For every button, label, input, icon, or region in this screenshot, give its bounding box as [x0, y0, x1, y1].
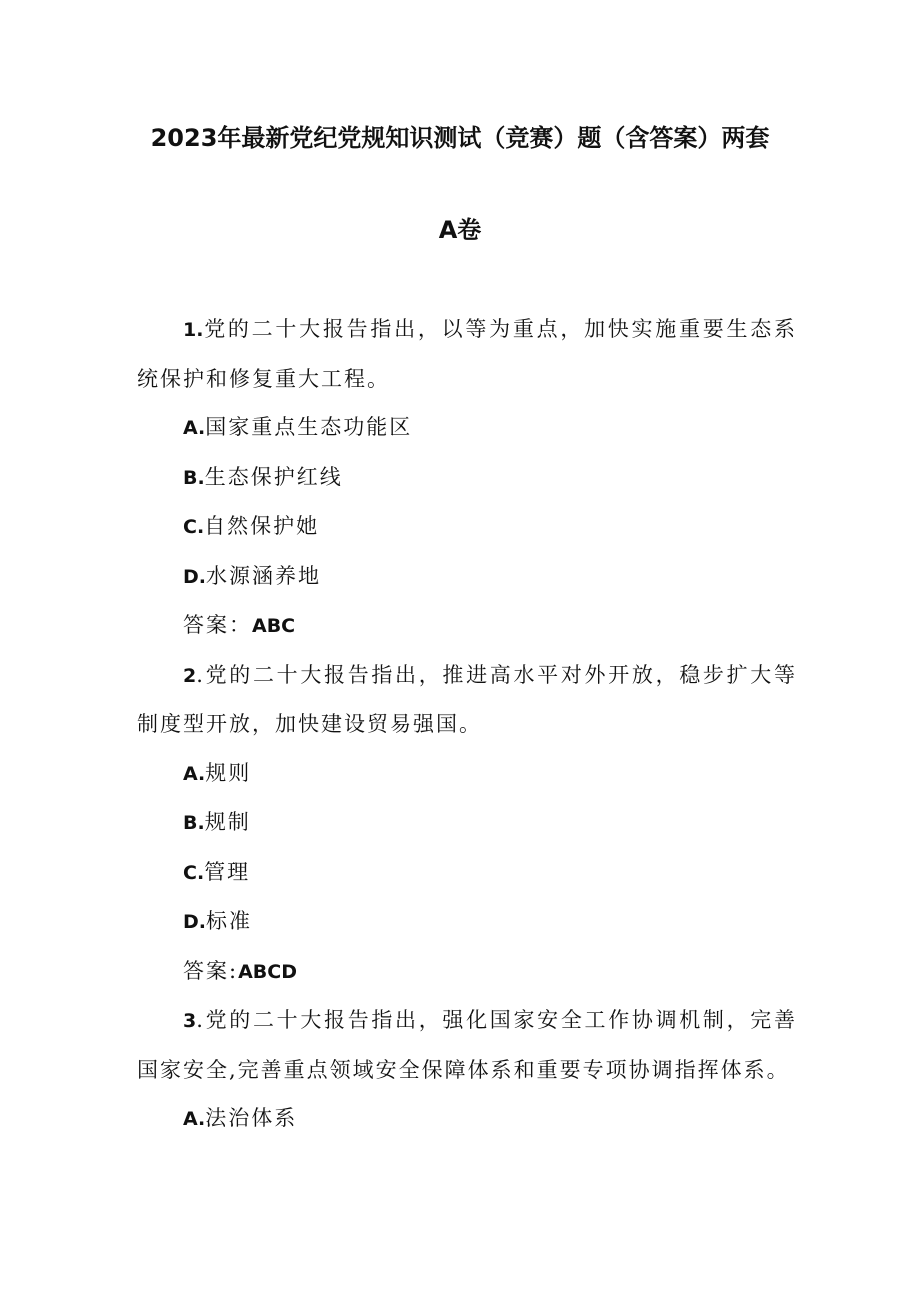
- option-text: 生态保护红线: [204, 464, 343, 489]
- option-b: [137, 453, 797, 503]
- option-text: 法治体系: [205, 1106, 298, 1130]
- section-title: A卷: [438, 216, 482, 244]
- option-d: [137, 552, 797, 602]
- option-letter: A.: [183, 417, 206, 439]
- question-list: [137, 305, 797, 1144]
- answer-value: ABC: [252, 615, 296, 637]
- option-letter: D.: [183, 565, 206, 588]
- option-c: [137, 502, 797, 552]
- option-text: 规制: [204, 810, 251, 834]
- question-text: 党的二十大报告指出，以等为重点，加快实施重要生态系统保护和修复重大工程。: [137, 317, 797, 391]
- option-text: 规则: [205, 760, 252, 785]
- option-letter: C.: [183, 516, 205, 538]
- option-b: [137, 798, 797, 848]
- option-a: [137, 749, 797, 799]
- option-text: 水源涵养地: [206, 563, 321, 588]
- option-d: [137, 897, 797, 947]
- option-text: 管理: [204, 859, 251, 884]
- answer-line: [137, 601, 797, 651]
- question-number: 3: [183, 1010, 197, 1032]
- option-a: [137, 403, 797, 453]
- answer-label: 答案:: [183, 958, 239, 983]
- question-3: [137, 996, 797, 1094]
- question-number: 2: [183, 664, 197, 687]
- option-letter: D.: [183, 911, 206, 933]
- option-text: 国家重点生态功能区: [205, 415, 413, 439]
- question-2: [137, 651, 797, 749]
- question-text: .党的二十大报告指出，推进高水平对外开放，稳步扩大等制度型开放，加快建设贸易强国。: [137, 662, 797, 736]
- question-text: .党的二十大报告指出，强化国家安全工作协调机制，完善国家安全,完善重点领域安全保障体系和重要专项协调指挥体系。: [137, 1008, 797, 1082]
- option-letter: B.: [183, 466, 205, 489]
- option-letter: C.: [183, 861, 205, 884]
- question-number: 1.: [183, 319, 204, 341]
- question-1: [137, 305, 797, 403]
- answer-value: ABCD: [238, 960, 297, 983]
- option-letter: A.: [183, 1108, 206, 1130]
- answer-line: [137, 947, 797, 997]
- answer-label: 答案：: [183, 613, 252, 637]
- option-text: 自然保护她: [204, 514, 320, 538]
- option-letter: B.: [183, 812, 205, 834]
- option-a: [137, 1094, 797, 1144]
- document-title: 2023年最新党纪党规知识测试（竞赛）题（含答案）两套: [150, 124, 770, 152]
- option-letter: A.: [183, 762, 206, 785]
- option-c: [137, 848, 797, 898]
- option-text: 标准: [206, 909, 252, 933]
